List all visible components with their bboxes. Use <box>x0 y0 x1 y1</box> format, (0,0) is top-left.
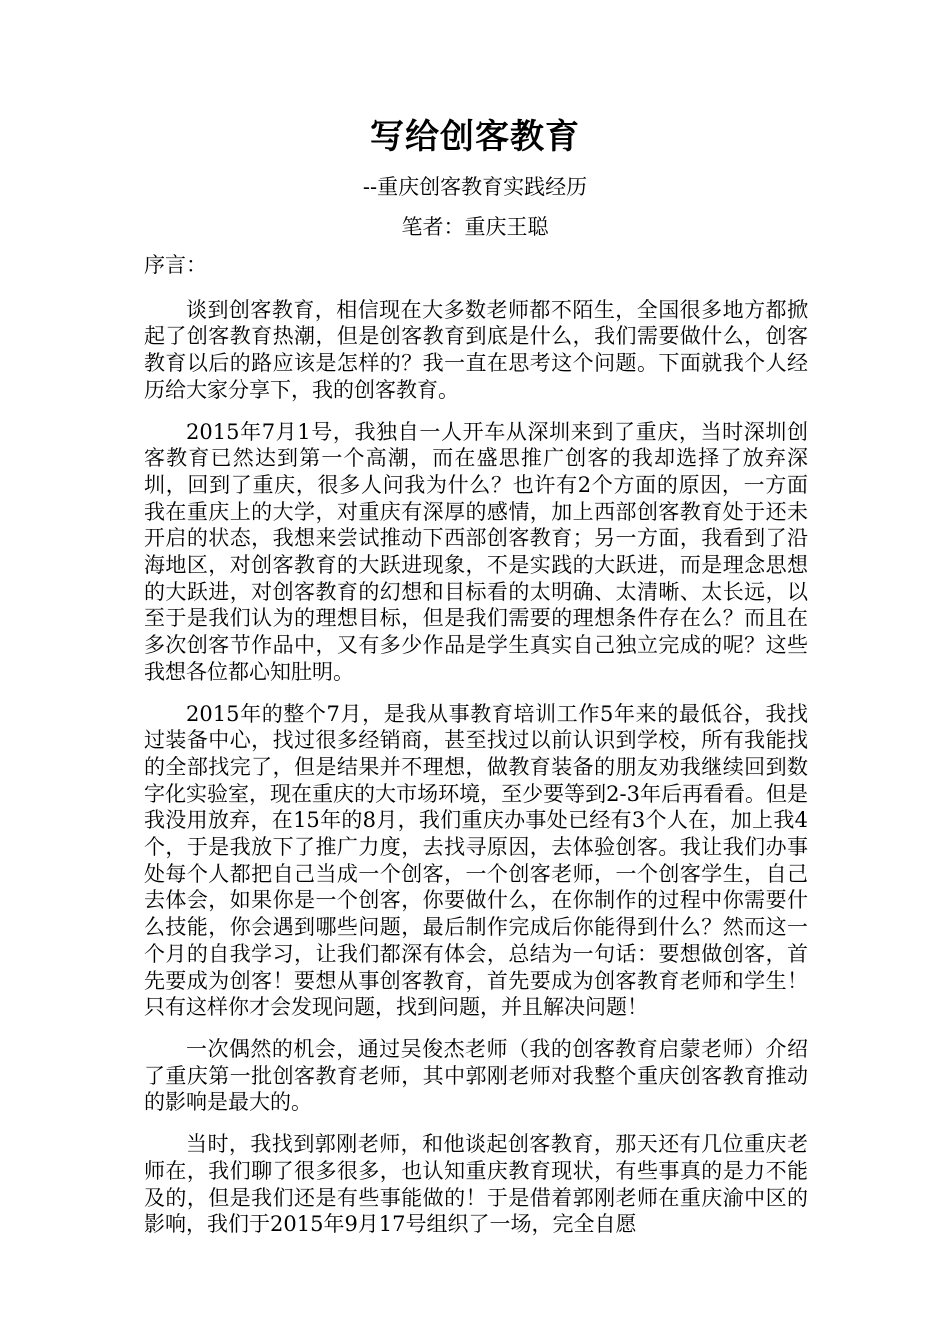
paragraph-chance-meeting: 一次偶然的机会，通过吴俊杰老师（我的创客教育启蒙老师）介绍了重庆第一批创客教育老师，其中郭刚老师对我整个重庆创客教育推动的影响是最大的。 <box>144 1036 808 1115</box>
document-title: 写给创客教育 <box>370 117 580 157</box>
document-subtitle: --重庆创客教育实践经历 <box>362 175 588 199</box>
paragraph-2015-july: 2015年的整个7月，是我从事教育培训工作5年来的最低谷，我找过装备中心，找过很多经销商，甚至找过以前认识到学校，所有我能找的全部找完了，但是结果并不理想，做教育装备的朋友劝我继续回到数字化实验室，现在重庆的大市场环境，至少要等到2-3年后再看看。但是我没用放弃，在15年的8月，我们重庆办事处已经有3个人在，加上我4个，于是我放下了推广力度，去找寻原因，去体验创客。我让我们办事处每个人都把自己当成一个创客，一个创客老师，一个创客学生，自己去体会，如果你是一个创客，你要做什么，在你制作的过程中你需要什么技能，你会遇到哪些问题，最后制作完成后你能得到什么？然而这一个月的自我学习，让我们都深有体会，总结为一句话：要想做创客，首先要成为创客！要想从事创客教育，首先要成为创客教育老师和学生！只有这样你才会发现问题，找到问题，并且解决问题！ <box>144 701 808 1020</box>
paragraph-2015-july-1: 2015年7月1号，我独自一人开车从深圳来到了重庆，当时深圳创客教育已然达到第一个高潮，而在盛思推广创客的我却选择了放弃深圳，回到了重庆，很多人问我为什么？也许有2个方面的原因，一方面我在重庆上的大学，对重庆有深厚的感情，加上西部创客教育处于还未开启的状态，我想来尝试推动下西部创客教育；另一方面，我看到了沿海地区，对创客教育的大跃进现象，不是实践的大跃进，而是理念思想的大跃进，对创客教育的幻想和目标看的太明确、太清晰、太长远，以至于是我们认为的理想目标，但是我们需要的理想条件存在么？而且在多次创客节作品中，又有多少作品是学生真实自己独立完成的呢？这些我想各位都心知肚明。 <box>144 419 808 684</box>
paragraph-intro: 谈到创客教育，相信现在大多数老师都不陌生，全国很多地方都掀起了创客教育热潮，但是创客教育到底是什么，我们需要做什么，创客教育以后的路应该是怎样的？我一直在思考这个问题。下面就我个人经历给大家分享下，我的创客教育。 <box>144 297 808 402</box>
preface-label: 序言： <box>144 253 207 277</box>
author-line: 笔者：重庆王聪 <box>401 215 549 239</box>
paragraph-meeting-guo-gang: 当时，我找到郭刚老师，和他谈起创客教育，那天还有几位重庆老师在，我们聊了很多很多，也认知重庆教育现状，有些事真的是力不能及的，但是我们还是有些事能做的！于是借着郭刚老师在重庆渝中区的影响，我们于2015年9月17号组织了一场，完全自愿 <box>144 1132 808 1237</box>
document-body <box>144 252 808 1253</box>
